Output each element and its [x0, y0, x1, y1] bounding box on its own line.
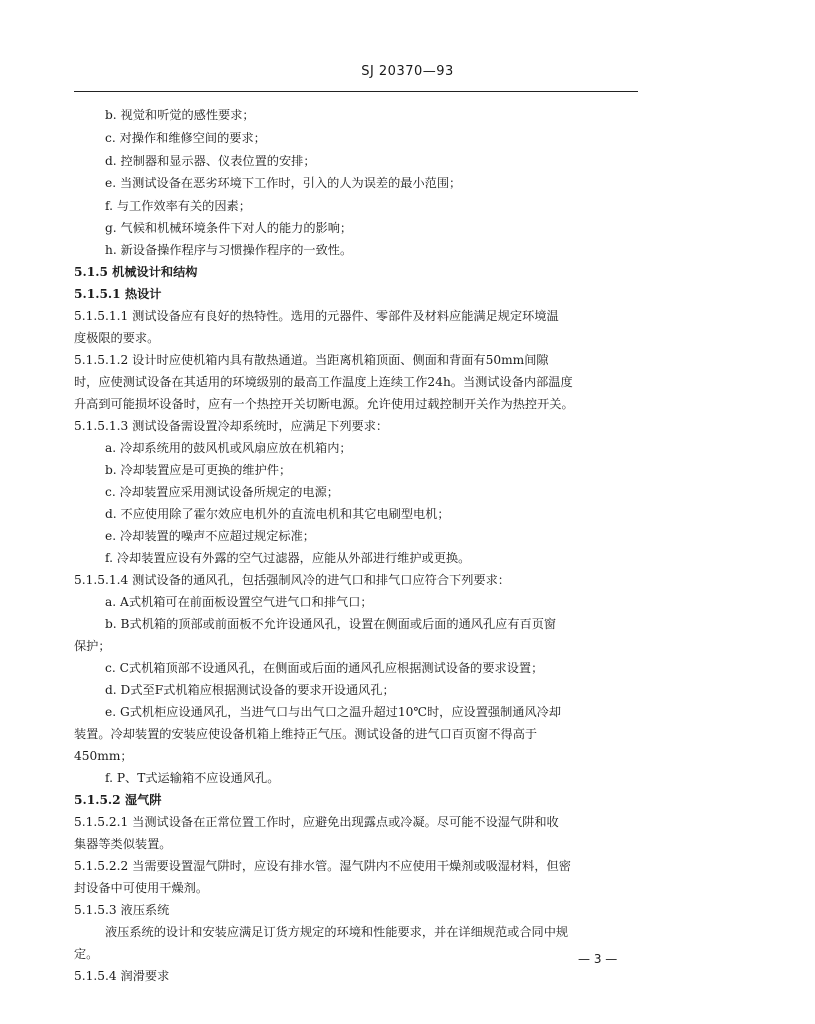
text-line: f. 冷却装置应设有外露的空气过滤器，应能从外部进行维护或更换。: [105, 551, 471, 565]
text-line: b. B式机箱的顶部或前面板不允许设通风孔，设置在侧面或后面的通风孔应有百页窗: [105, 617, 557, 631]
text-line: g. 气候和机械环境条件下对人的能力的影响；: [105, 221, 353, 235]
text-line: e. 冷却装置的噪声不应超过规定标准；: [105, 529, 315, 543]
text-line: 5.1.5 机械设计和结构: [74, 265, 198, 279]
text-line: b. 视觉和听觉的感性要求；: [105, 108, 255, 122]
text-line: 5.1.5.1 热设计: [74, 287, 162, 301]
text-line: 5.1.5.1.3 测试设备需设置冷却系统时，应满足下列要求：: [74, 419, 389, 433]
text-line: d. 不应使用除了霍尔效应电机外的直流电机和其它电刷型电机；: [105, 507, 450, 521]
text-line: f. 与工作效率有关的因素；: [105, 199, 251, 213]
text-line: 时，应使测试设备在其适用的环境级别的最高工作温度上连续工作24h。当测试设备内部温度: [74, 375, 573, 389]
text-line: 集器等类似装置。: [74, 837, 172, 851]
text-line: 5.1.5.2.1 当测试设备在正常位置工作时，应避免出现露点或冷凝。尽可能不设湿气阱和收: [74, 815, 559, 829]
text-line: d. 控制器和显示器、仪表位置的安排；: [105, 154, 316, 168]
text-line: e. G式机柜应设通风孔，当进气口与出气口之温升超过10℃时，应设置强制通风冷却: [105, 705, 562, 719]
header-rule: [74, 91, 638, 92]
text-line: 封设备中可使用干燥剂。: [74, 881, 209, 895]
page-number: — 3 —: [578, 952, 618, 966]
text-line: 5.1.5.2.2 当需要设置湿气阱时，应设有排水管。湿气阱内不应使用干燥剂或吸湿材料，但密: [74, 859, 571, 873]
text-line: 5.1.5.1.1 测试设备应有良好的热特性。选用的元器件、零部件及材料应能满足规定环境温: [74, 309, 559, 323]
text-line: f. P、T式运输箱不应设通风孔。: [105, 771, 280, 785]
text-line: 5.1.5.4 润滑要求: [74, 969, 170, 983]
text-line: 450mm；: [74, 749, 133, 763]
text-line: h. 新设备操作程序与习惯操作程序的一致性。: [105, 243, 353, 257]
text-line: 5.1.5.3 液压系统: [74, 903, 170, 917]
text-line: 5.1.5.2 湿气阱: [74, 793, 162, 807]
text-line: 5.1.5.1.2 设计时应使机箱内具有散热通道。当距离机箱顶面、侧面和背面有50mm间隙: [74, 353, 549, 367]
text-line: 定。: [74, 947, 99, 961]
text-line: 度极限的要求。: [74, 331, 160, 345]
text-line: c. 对操作和维修空间的要求；: [105, 131, 266, 145]
text-line: c. 冷却装置应采用测试设备所规定的电源；: [105, 485, 339, 499]
text-line: e. 当测试设备在恶劣环境下工作时，引入的人为误差的最小范围；: [105, 176, 462, 190]
text-line: a. A式机箱可在前面板设置空气进气口和排气口；: [105, 595, 373, 609]
text-line: 装置。冷却装置的安装应使设备机箱上维持正气压。测试设备的进气口百页窗不得高于: [74, 727, 538, 741]
standard-code-header: SJ 20370—93: [361, 64, 454, 79]
text-line: a. 冷却系统用的鼓风机或风扇应放在机箱内；: [105, 441, 352, 455]
text-line: 液压系统的设计和安装应满足订货方规定的环境和性能要求，并在详细规范或合同中规: [105, 925, 569, 939]
text-line: c. C式机箱顶部不设通风孔，在侧面或后面的通风孔应根据测试设备的要求设置；: [105, 661, 544, 675]
text-line: 5.1.5.1.4 测试设备的通风孔，包括强制风冷的进气口和排气口应符合下列要求：: [74, 573, 510, 587]
text-line: 保护；: [74, 639, 111, 653]
text-line: 升高到可能损坏设备时，应有一个热控开关切断电源。允许使用过载控制开关作为热控开关。: [74, 397, 574, 411]
text-line: b. 冷却装置应是可更换的维护件；: [105, 463, 292, 477]
text-line: d. D式至F式机箱应根据测试设备的要求开设通风孔；: [105, 683, 395, 697]
